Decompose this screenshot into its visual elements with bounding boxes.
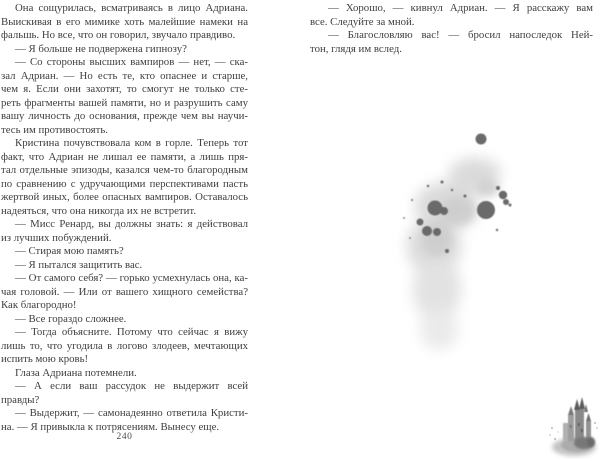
text-line: реть фрагменты вашей памяти, но и разрушить саму (1, 96, 248, 109)
text-line: испить мою кровь! (1, 353, 89, 365)
text-line: жертвой иных, более опасных вампиров. Оставалось (1, 191, 248, 203)
text-line: чая головой. — Или от вашего хищного семейства? (1, 285, 248, 298)
text-line: — Со стороны высших вампиров — нет, — ска- (15, 56, 248, 68)
text-line: лишь то, что угодила в логово злодеев, мечтающих (1, 339, 248, 352)
paragraph (1, 245, 248, 259)
paragraph (1, 43, 248, 57)
text-line: по сравнению с удручающими перспективами пасть (1, 177, 248, 190)
page-number: 240 (116, 432, 133, 442)
left-page-text (1, 2, 248, 434)
text-line: факт, что Адриан не лишал ее памяти, а лишь пря- (1, 150, 248, 163)
ink-splatter-illustration (392, 126, 532, 361)
text-line: Кристина почувствовала ком в горле. Теперь тот (15, 137, 248, 149)
text-line: — Стирая мою память? (15, 245, 124, 257)
text-line: — Я пытался защитить вас. (15, 258, 143, 271)
text-line: — А если ваш рассудок не выдержит всей правды? (1, 380, 248, 406)
paragraph (1, 137, 248, 218)
text-line: фальшь. Но все, что он говорил, звучало правдиво. (1, 29, 236, 41)
paragraph (1, 380, 248, 407)
text-line: на. — Я привыкла к потрясениям. Вынесу еще. (1, 420, 220, 433)
paragraph (1, 313, 248, 327)
text-line: зал Адриан. — Но есть те, кто опаснее и старше, (1, 69, 248, 82)
text-line: Выискивая в его мимике хоть малейшие намеки на (1, 15, 248, 28)
text-line: чем я. Если они захотят, то смогут не только сте- (1, 83, 248, 95)
text-line: — Я больше не подвержена гипнозу? (15, 42, 187, 55)
text-line: тон, глядя им вслед. (310, 42, 402, 55)
paragraph (310, 29, 593, 56)
paragraph (1, 2, 248, 43)
text-line: тал отдельные эпизоды, казался чем-то благородным (1, 164, 248, 176)
text-line: все. Следуйте за мной. (310, 15, 415, 28)
text-line: — Благословляю вас! — бросил напоследок Ней- (328, 29, 593, 41)
right-page-text (310, 2, 593, 56)
text-line: Она сощурилась, всматриваясь в лицо Адриана. (15, 2, 248, 14)
paragraph (1, 326, 248, 367)
text-line: вашу личность до основания, прежде чем вы научи- (1, 110, 248, 122)
text-line: — Тогда объясните. Потому что сейчас я вижу (15, 326, 248, 338)
text-line: Глаза Адриана потемнели. (15, 366, 137, 379)
paragraph (310, 2, 593, 29)
text-line: — Все гораздо сложнее. (15, 312, 127, 325)
paragraph (1, 272, 248, 313)
text-line: Как благородно! (1, 299, 77, 311)
paragraph (1, 218, 248, 245)
paragraph (1, 367, 248, 381)
text-line: из лучших побуждений. (1, 231, 112, 244)
paragraph (1, 407, 248, 434)
text-line: надеяться, что она никогда их не встретит. (1, 204, 197, 217)
castle-vignette-illustration (544, 395, 600, 459)
text-line: — Хорошо, — кивнул Адриан. — Я расскажу вам (328, 2, 593, 14)
text-line: тесь им противостоять. (1, 123, 108, 136)
paragraph (1, 259, 248, 273)
text-line: — Выдержит, — самонадеянно ответила Кристи- (15, 407, 248, 419)
text-line: — От самого себя? — горько усмехнулась она, ка- (15, 272, 248, 284)
text-line: — Мисс Ренард, вы должны знать: я действовал (15, 218, 248, 230)
paragraph (1, 56, 248, 137)
